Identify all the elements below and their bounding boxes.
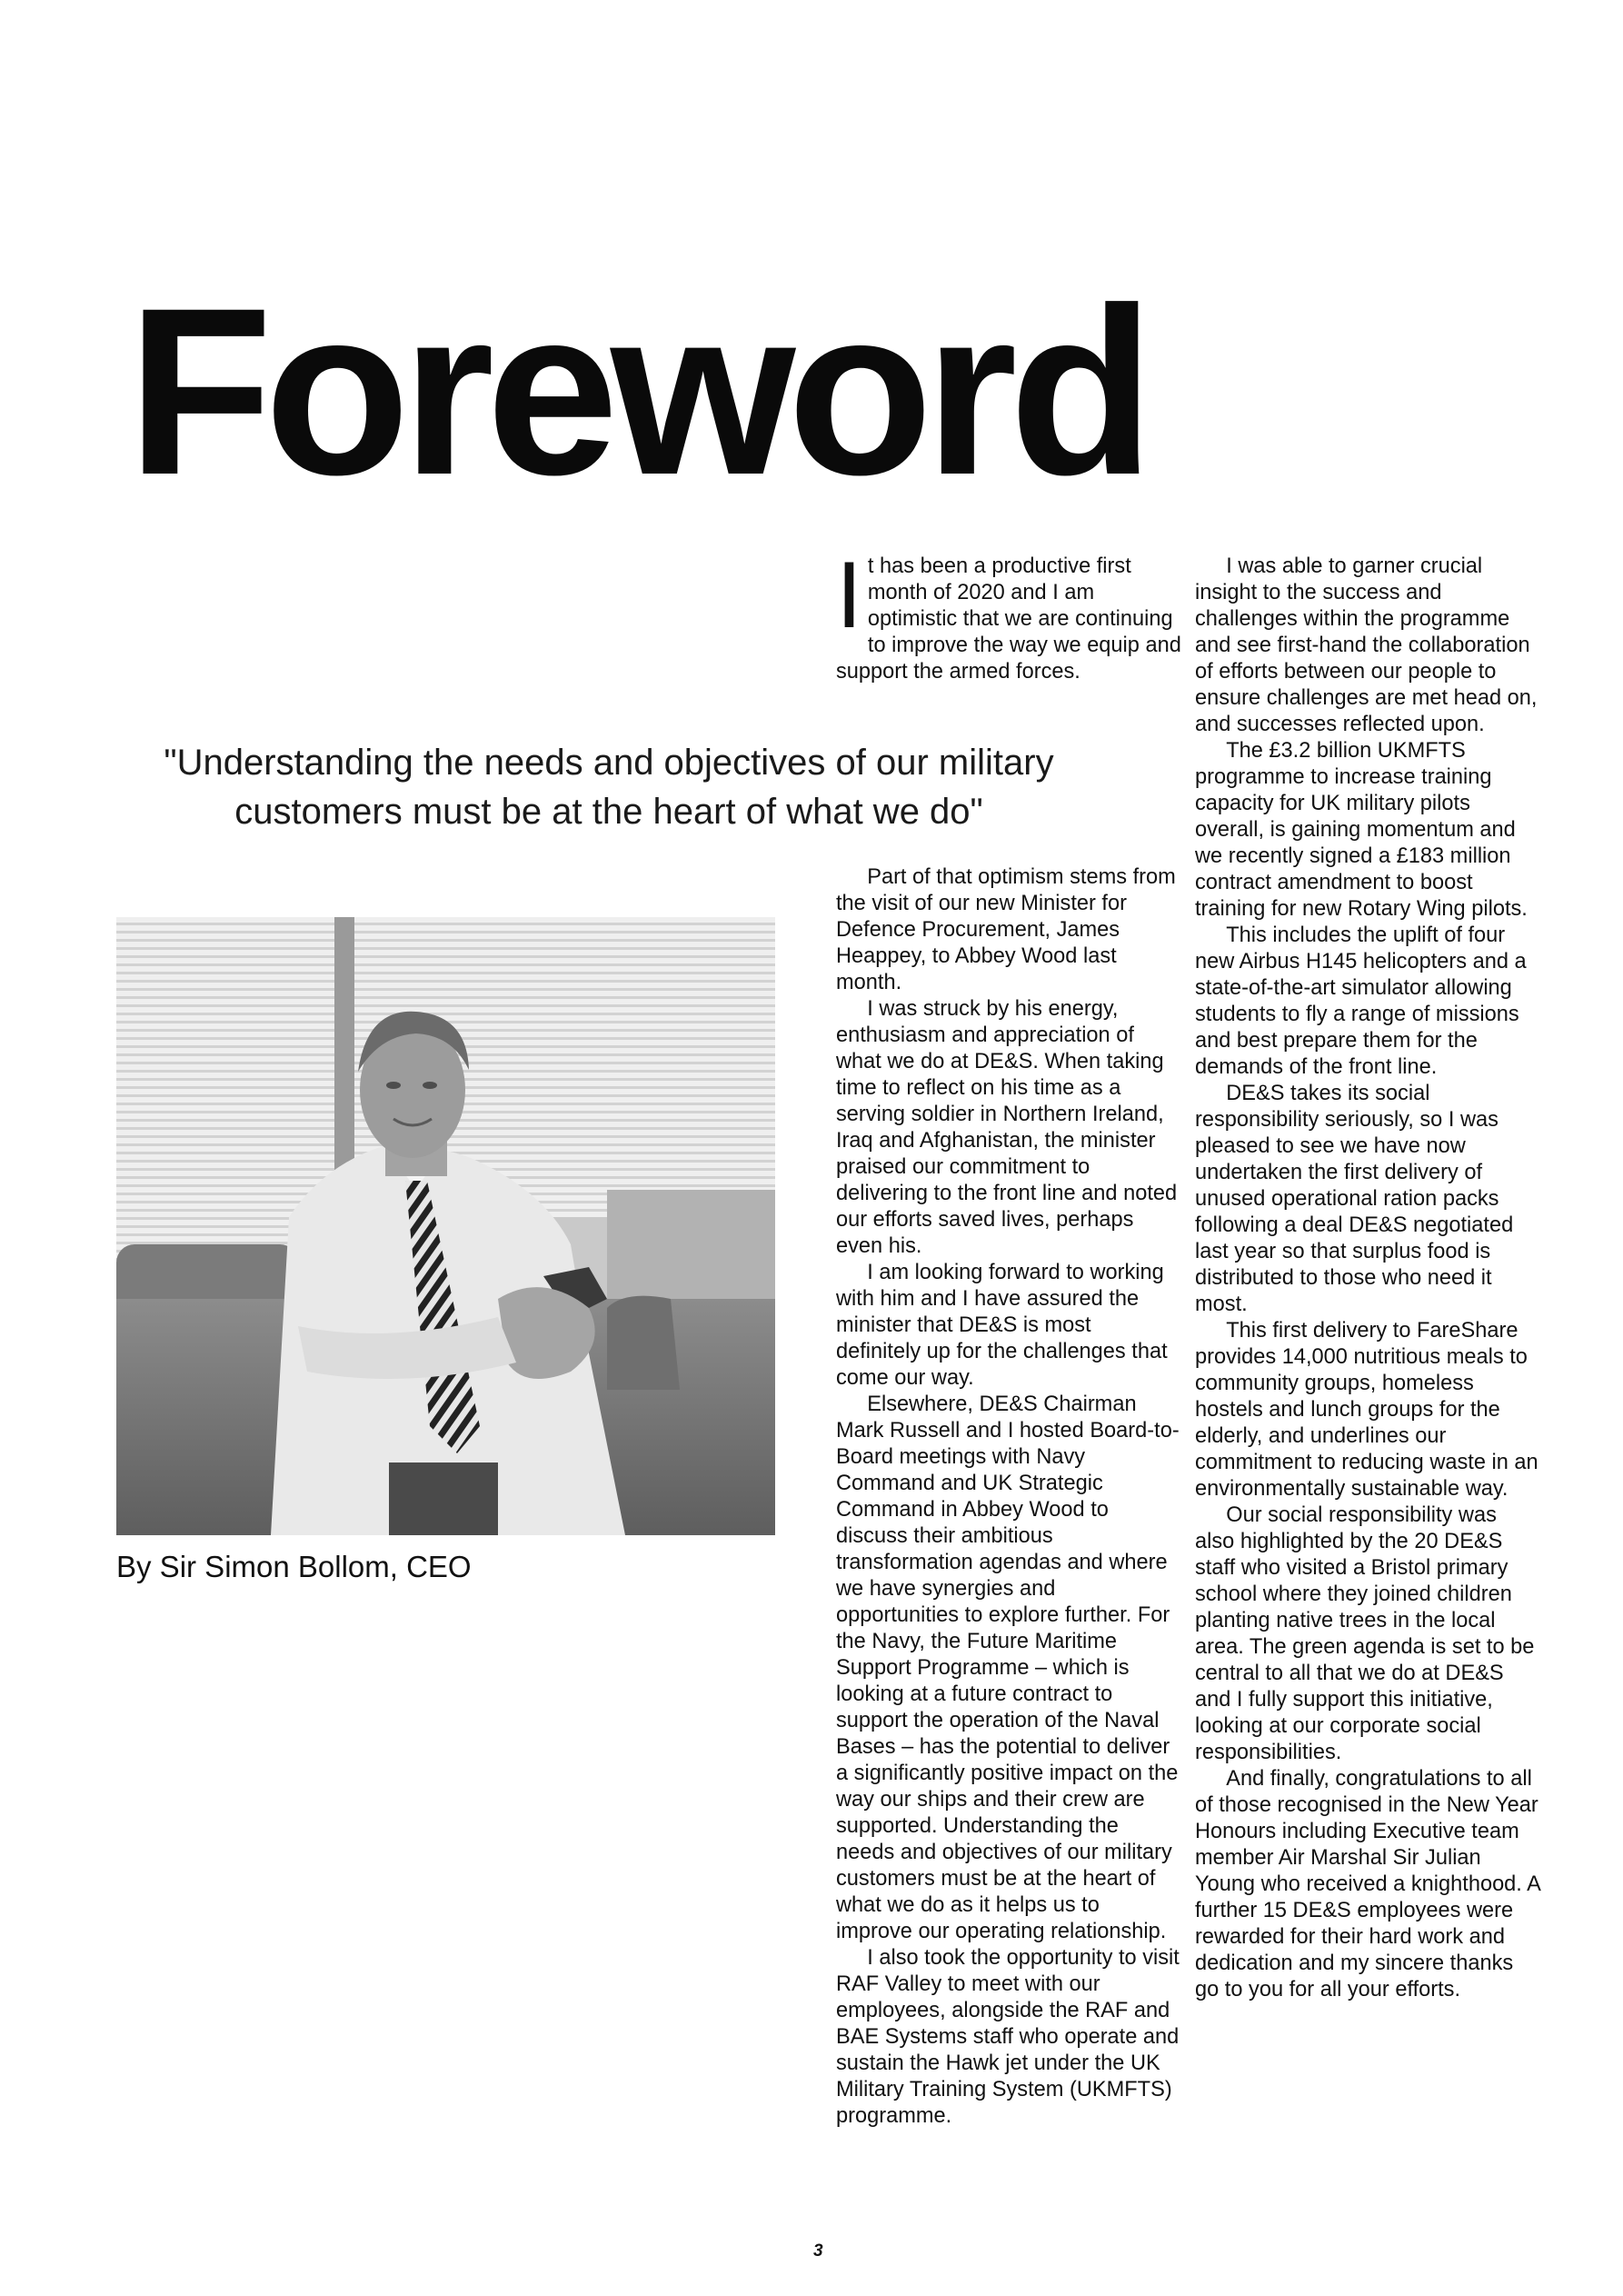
paragraph: DE&S takes its social responsibility seriously, so I was pleased to see we have now undertaken the first delivery of unused operational ration packs following a deal DE&S negotiated last year so that surplus food is distributed to those who need it most.: [1195, 1082, 1514, 1316]
paragraph: This includes the uplift of four new Airbus H145 helicopters and a state-of-the-art simulator allowing students to fly a range of missions and best prepare them for the demands of the front line.: [1195, 923, 1527, 1079]
article-column-3: [1195, 554, 1540, 2003]
page-title: Foreword: [127, 258, 1147, 524]
article-intro-column: [836, 543, 1181, 685]
paragraph: I was struck by his energy, enthusiasm and appreciation of what we do at DE&S. When taking time to reflect on his time as a serving soldier in Northern Ireland, Iraq and Afghanistan, the minister praised our commitment to delivering to the front line and noted our efforts saved lives, perhaps even his.: [836, 997, 1178, 1258]
intro-text: t has been a productive first month of 2020 and I am optimistic that we are continuing to improve the way we equip and support the armed forces.: [836, 554, 1181, 684]
drop-cap: I: [836, 543, 862, 648]
paragraph: The £3.2 billion UKMFTS programme to increase training capacity for UK military pilots overall, is gaining momentum and we recently signed a £183 million contract amendment to boost training for new Rotary Wing pilots.: [1195, 739, 1528, 921]
byline: By Sir Simon Bollom, CEO: [116, 1550, 472, 1583]
intro-paragraph: [836, 543, 1181, 685]
paragraph: Part of that optimism stems from the visit of our new Minister for Defence Procurement, James Heappey, to Abbey Wood last month.: [836, 865, 1176, 994]
paragraph: Our social responsibility was also highlighted by the 20 DE&S staff who visited a Bristol primary school where they joined children planting native trees in the local area. The green agenda is set to be central to all that we do at DE&S and I fully support this initiative, looking at our corporate social responsibilities.: [1195, 1503, 1535, 1764]
page-number: 3: [813, 2241, 823, 2261]
paragraph: I am looking forward to working with him and I have assured the minister that DE&S is most definitely up for the challenges that come our way.: [836, 1261, 1168, 1390]
paragraph: This first delivery to FareShare provides 14,000 nutritious meals to community groups, homeless hostels and lunch groups for the elderly, and underlines our commitment to reducing waste in an environmentally sustainable way.: [1195, 1319, 1538, 1501]
paragraph: And finally, congratulations to all of those recognised in the New Year Honours including Executive team member Air Marshal Sir Julian Young who received a knighthood. A further 15 DE&S employees were rewarded for their hard work and dedication and my sincere thanks go to you for all your efforts.: [1195, 1767, 1540, 2002]
paragraph: I was able to garner crucial insight to the success and challenges within the programme and see first-hand the collaboration of efforts between our people to ensure challenges are met head on, and successes reflected upon.: [1195, 554, 1538, 736]
pull-quote: "Understanding the needs and objectives of our military customers must be at the heart of what we do": [164, 743, 1054, 832]
paragraph: Elsewhere, DE&S Chairman Mark Russell and I hosted Board-to-Board meetings with Navy Command and UK Strategic Command in Abbey Wood to discuss their ambitious transformation agendas and where we have synergies and opportunities to explore further. For the Navy, the Future Maritime Support Programme – which is looking at a future contract to support the operation of the Naval Bases – has the potential to deliver a significantly positive impact on the way our ships and their crew are supported. Understanding the needs and objectives of our military customers must be at the heart of what we do as it helps us to improve our operating relationship.: [836, 1393, 1180, 1943]
ceo-portrait-photo: [116, 917, 775, 1535]
article-column-2: [836, 864, 1181, 2130]
paragraph: I also took the opportunity to visit RAF Valley to meet with our employees, alongside the RAF and BAE Systems staff who operate and sustain the Hawk jet under the UK Military Training System (UKMFTS) programme.: [836, 1946, 1180, 2128]
